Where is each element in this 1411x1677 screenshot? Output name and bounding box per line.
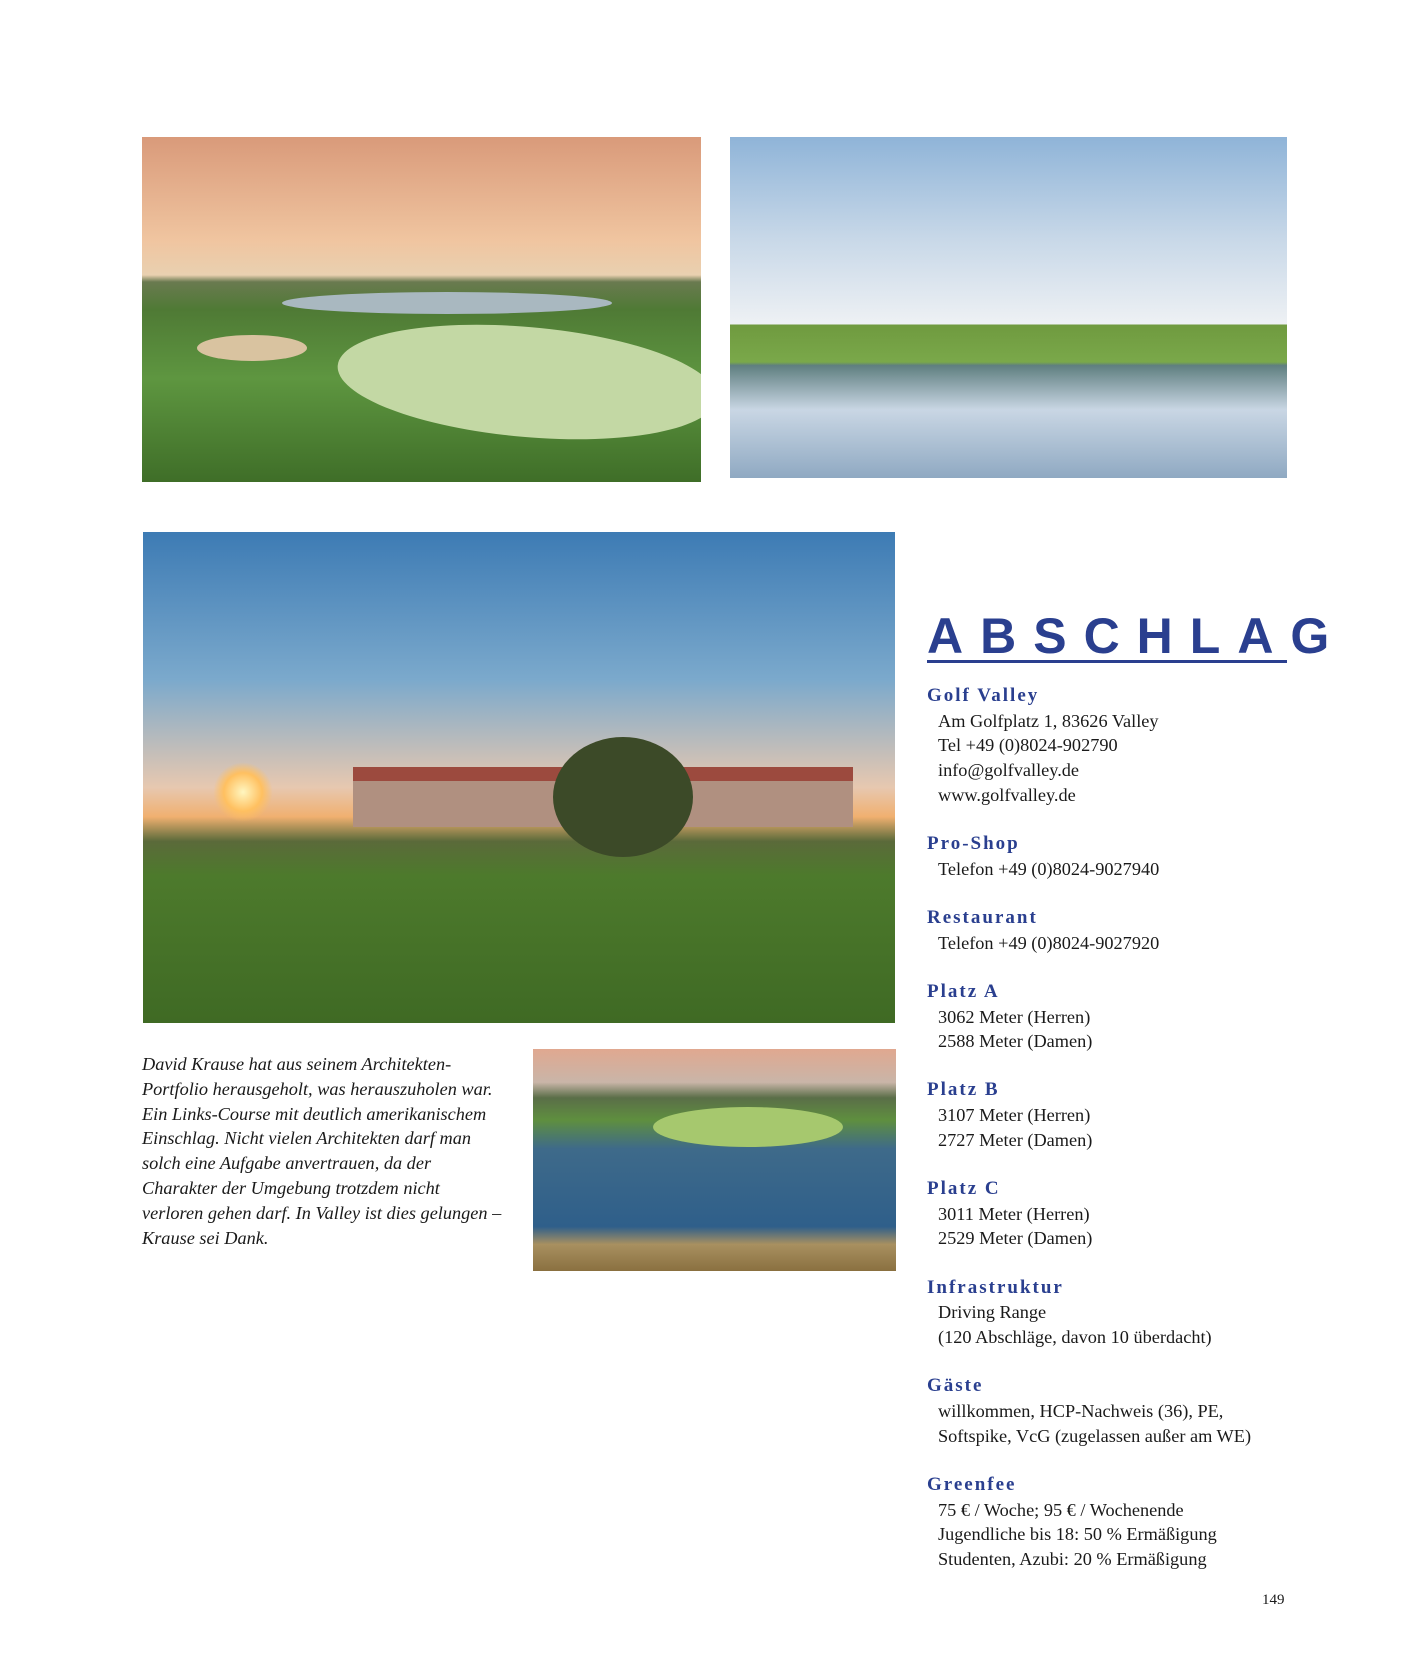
info-section — [927, 1374, 1327, 1448]
section-heading: Pro-Shop — [927, 833, 1020, 855]
section-line: Am Golfplatz 1, 83626 Valley — [938, 710, 1159, 731]
section-line: Studenten, Azubi: 20 % Ermäßigung — [938, 1548, 1207, 1569]
info-section — [927, 1276, 1327, 1350]
info-section — [927, 906, 1327, 955]
info-section — [927, 832, 1327, 881]
section-heading: Platz A — [927, 980, 1000, 1002]
info-section — [927, 1177, 1327, 1251]
photo-island-green — [533, 1049, 896, 1271]
section-line: info@golfvalley.de — [938, 760, 1080, 781]
section-line: 2529 Meter (Damen) — [938, 1228, 1093, 1249]
info-section — [927, 980, 1327, 1054]
section-line: www.golfvalley.de — [938, 784, 1076, 805]
section-line: (120 Abschläge, davon 10 überdacht) — [938, 1327, 1212, 1348]
section-line: 2727 Meter (Damen) — [938, 1129, 1093, 1150]
section-line: 2588 Meter (Damen) — [938, 1031, 1093, 1052]
section-heading: Restaurant — [927, 906, 1038, 928]
section-heading: Platz C — [927, 1178, 1001, 1200]
section-line: Softspike, VcG (zugelassen außer am WE) — [938, 1425, 1252, 1446]
section-heading: Platz B — [927, 1079, 1000, 1101]
section-line: Jugendliche bis 18: 50 % Ermäßigung — [938, 1524, 1217, 1545]
info-section — [927, 684, 1327, 808]
info-section — [927, 1078, 1327, 1152]
page-title: ABSCHLAG — [927, 608, 1347, 664]
section-line: Telefon +49 (0)8024-9027920 — [938, 932, 1160, 953]
section-heading: Gäste — [927, 1375, 984, 1397]
page-number: 149 — [1262, 1592, 1285, 1608]
info-column — [927, 684, 1327, 1596]
section-line: Driving Range — [938, 1302, 1047, 1323]
section-line: willkommen, HCP-Nachweis (36), PE, — [938, 1400, 1224, 1421]
section-line: 75 € / Woche; 95 € / Wochenende — [938, 1499, 1184, 1520]
photo-golf-green-sunset — [142, 137, 701, 482]
section-line: 3011 Meter (Herren) — [938, 1203, 1090, 1224]
section-line: Telefon +49 (0)8024-9027940 — [938, 858, 1160, 879]
section-line: 3062 Meter (Herren) — [938, 1006, 1091, 1027]
caption-text: David Krause hat aus seinem Architekten-Portfolio herausgeholt, was herauszuholen war. Ein Links-Course mit deutlich amerikanischem Einschlag. Nicht vielen Architekten darf man solch eine Aufgabe anvertrauen, da der Charakter der Umgebung trotzdem nicht verloren gehen darf. In Valley ist dies gelungen – Krause sei Dank. — [142, 1054, 502, 1248]
section-line: 3107 Meter (Herren) — [938, 1105, 1091, 1126]
section-heading: Golf Valley — [927, 685, 1040, 706]
section-line: Tel +49 (0)8024-902790 — [938, 735, 1118, 756]
section-heading: Greenfee — [927, 1473, 1017, 1495]
info-section — [927, 1473, 1327, 1572]
photo-lake-reflection — [730, 137, 1287, 478]
photo-clubhouse-sunset — [143, 532, 895, 1023]
section-heading: Infrastruktur — [927, 1276, 1064, 1298]
